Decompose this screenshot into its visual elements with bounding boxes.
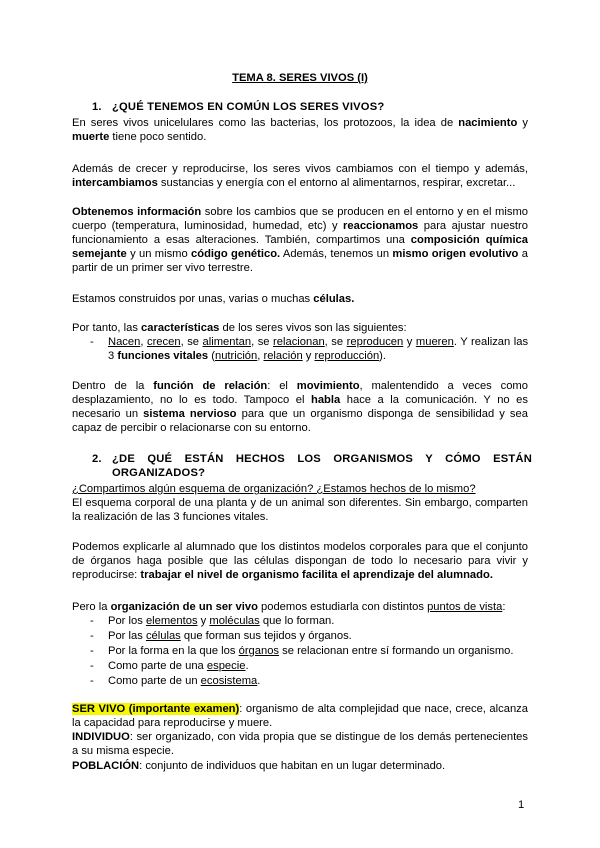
section-2-number: 2. [92,453,102,465]
document-title: TEMA 8. SERES VIVOS (I) [232,72,368,84]
section-2-title-line-2: ORGANIZADOS? [112,466,206,479]
s2-paragraph-3: Pero la organización de un ser vivo podemos estudiarla con distintos puntos de vista: [72,601,506,613]
list-item: - Como parte de un ecosistema. [90,674,261,687]
s2-question: ¿Compartimos algún esquema de organización? ¿Estamos hechos de lo mismo? [72,483,476,495]
s1-paragraph-1: En seres vivos unicelulares como las bacterias, los protozoos, la idea de nacimiento y muerte tiene poco sentido. [72,117,528,144]
s1-paragraph-5: Por tanto, las características de los seres vivos son las siguientes: [72,322,407,334]
list-item: - Por la forma en la que los órganos se relacionan entre sí formando un organismo. [90,644,514,657]
s2-viewpoints-list [72,614,528,689]
page-number: 1 [518,799,525,811]
section-2-title-line-1: ¿DE QUÉ ESTÁN HECHOS LOS ORGANISMOS Y CÓMO ESTÁN [112,453,532,465]
s1-paragraph-3: Obtenemos información sobre los cambios que se producen en el entorno y en el mismo cuerpo (temperatura, luminosidad, humedad, etc) y reaccionamos para ajustar nuestro funcionamiento a esas alteraciones. También, compartimos una composición química semejante y un mismo código genético. Además, tenemos un mismo origen evolutivo a partir de un primer ser vivo terrestre. [72,206,528,275]
section-1-heading [92,101,532,115]
section-2-heading [92,453,532,480]
list-item: - Por los elementos y moléculas que lo forman. [90,615,335,627]
definition-individuo: INDIVIDUO: ser organizado, con vida propia que se distingue de los demás pertenecientes a su misma especie. [72,731,528,758]
highlighted-term: SER VIVO (importante examen) [72,703,240,715]
s1-characteristics-list [72,335,528,363]
list-item: - Nacen, crecen, se alimentan, se relacionan, se reproducen y mueren. Y realizan las 3 funciones vitales (nutrición, relación y reproducción). [90,336,529,363]
list-item: - Por las células que forman sus tejidos y órganos. [90,629,352,642]
definition-ser-vivo: SER VIVO (importante examen): organismo de alta complejidad que nace, crece, alcanza la capacidad para reproducirse y muere. [72,703,528,730]
list-item: - Como parte de una especie. [90,659,249,672]
section-1-number: 1. [92,101,102,113]
section-1-title: ¿QUÉ TENEMOS EN COMÚN LOS SERES VIVOS? [112,101,385,113]
definition-poblacion: POBLACIÓN: conjunto de individuos que habitan en un lugar determinado. [72,760,446,772]
s1-paragraph-6: Dentro de la función de relación: el movimiento, malentendido a veces como desplazamiento, no lo es todo. Tampoco el habla hace a la comunicación. Y no es necesario un sistema nervioso para que un organismo disponga de sensibilidad y sea capaz de percibir o relacionarse con su entorno. [72,380,528,435]
s1-paragraph-2: Además de crecer y reproducirse, los seres vivos cambiamos con el tiempo y además, intercambiamos sustancias y energía con el entorno al alimentarnos, respirar, excretar... [72,163,528,190]
s1-paragraph-4: Estamos construidos por unas, varias o muchas células. [72,293,355,305]
s2-paragraph-1: El esquema corporal de una planta y de un animal son diferentes. Sin embargo, comparten la realización de las 3 funciones vitales. [72,497,528,524]
s2-paragraph-2: Podemos explicarle al alumnado que los distintos modelos corporales para que el conjunto de órganos haga posible que las células dispongan de todo lo necesario para vivir y reproducirse: trabajar el nivel de organismo facilita el aprendizaje del alumnado. [72,541,528,582]
